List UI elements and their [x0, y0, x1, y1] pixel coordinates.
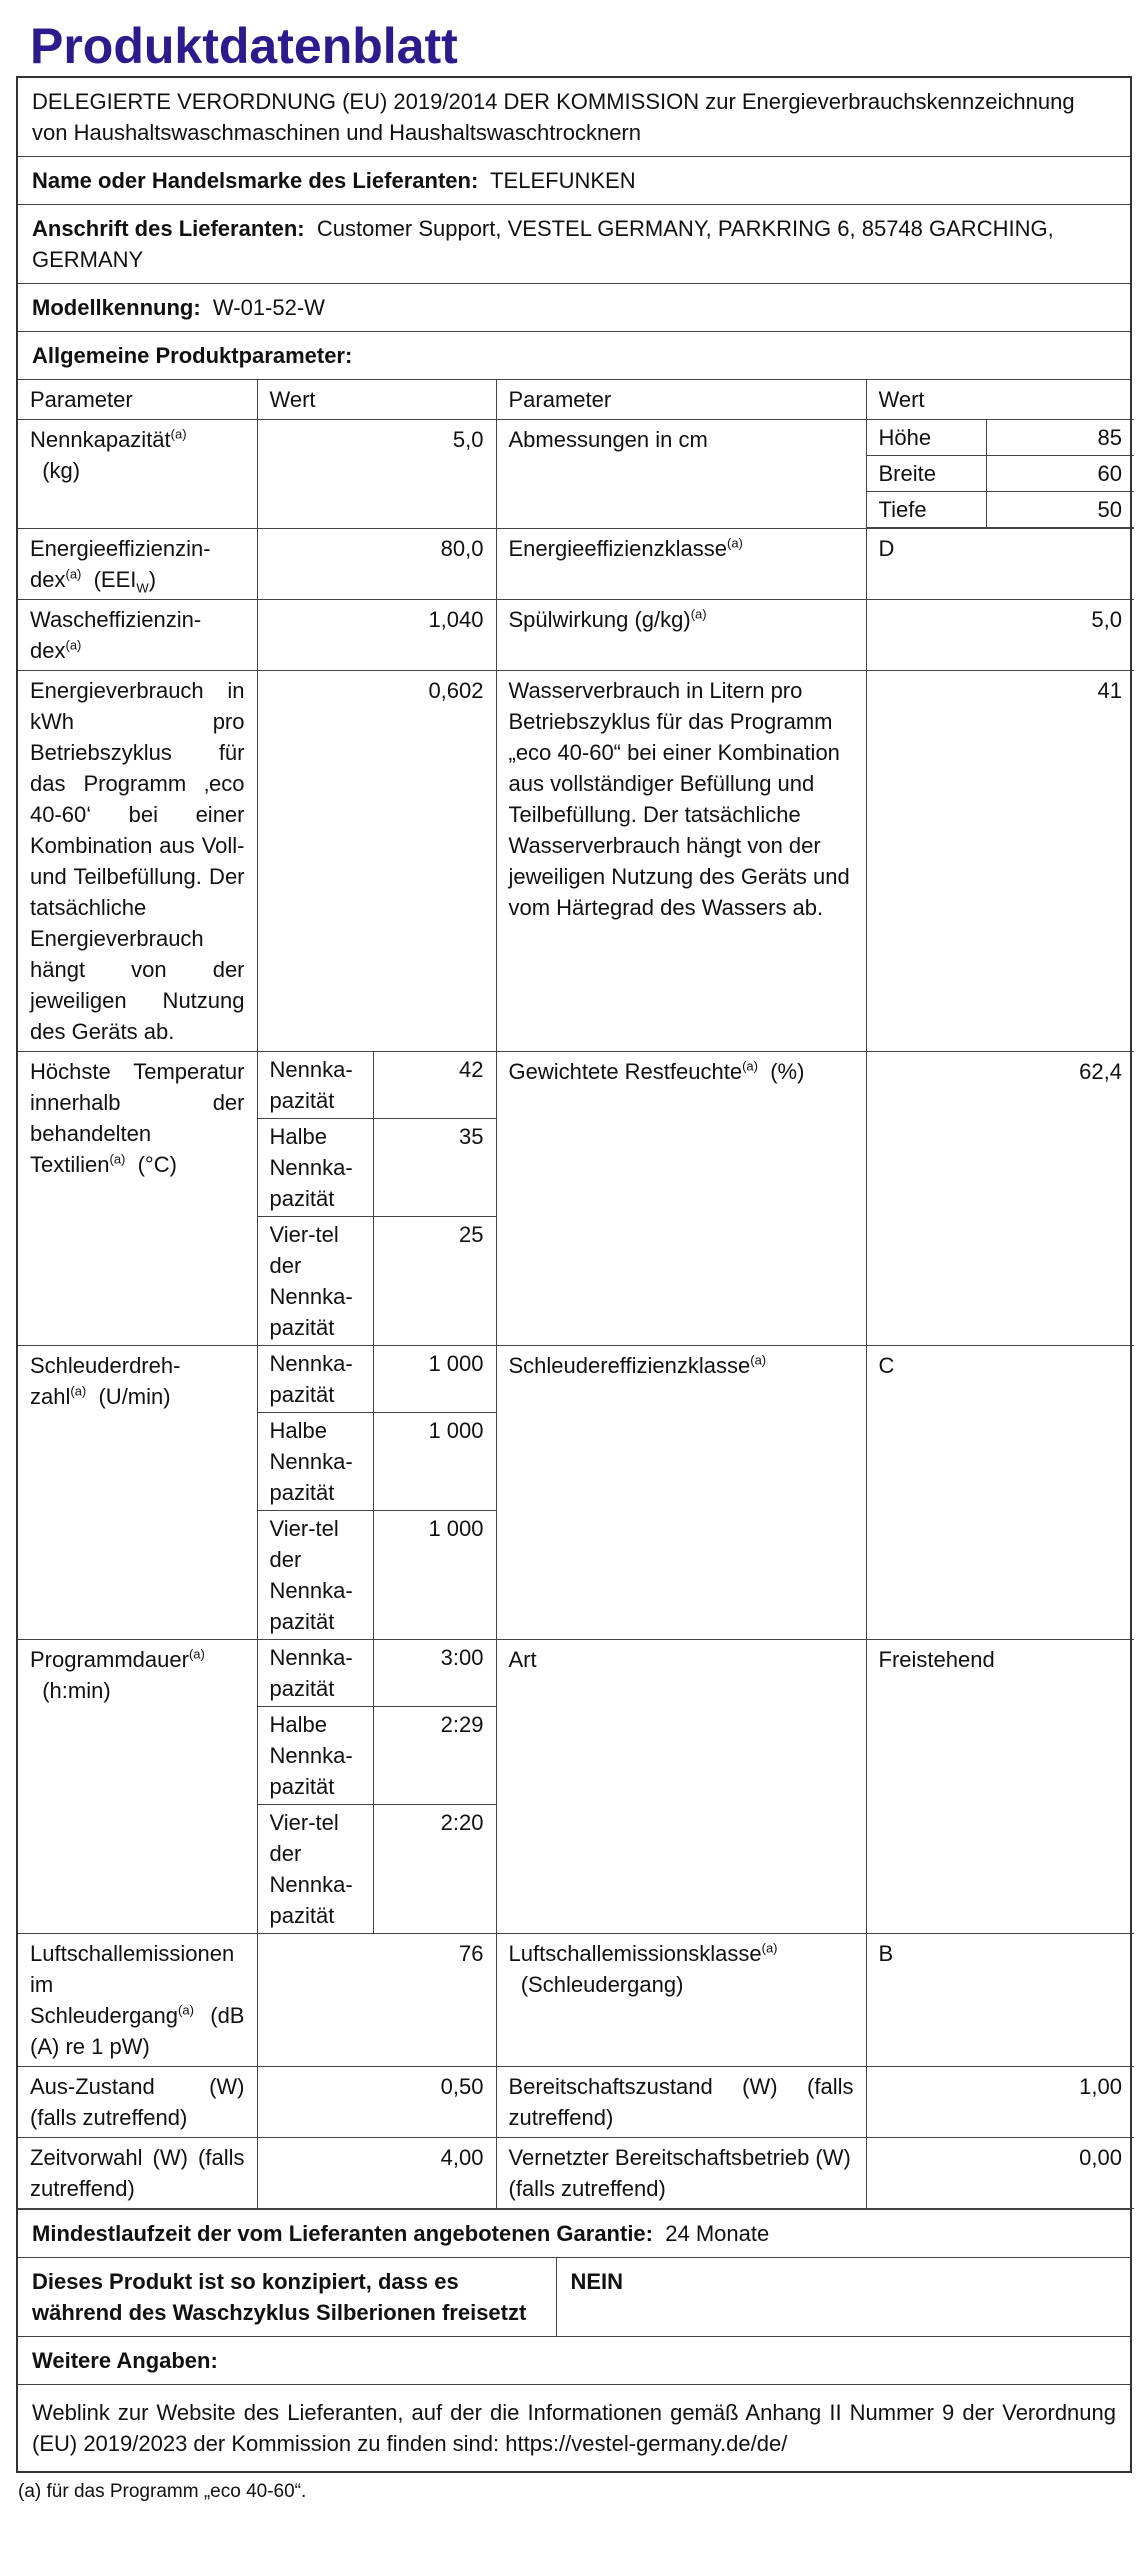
off-mode-label: Aus-Zustand (W) (falls zutreffend): [18, 2067, 257, 2138]
silver-row: [18, 2257, 1130, 2336]
header-parameter-1: Parameter: [18, 380, 257, 420]
type-label: Art: [496, 1640, 866, 1934]
max-temp-label: Höchste Temperatur innerhalb der behandelten Textilien$^{(a)}$ (°C): [18, 1052, 257, 1346]
noise-class-label: Luftschallemissionsklasse$^{(a)}$ (Schleudergang): [496, 1934, 866, 2067]
water-consumption-label: Wasserverbrauch in Litern pro Betriebszyklus für das Programm „eco 40-60“ bei einer Kombination aus vollständiger Befüllung und Teilbefüllung. Der tatsächliche Wasserverbrauch hängt von der jeweiligen Nutzung des Geräts und vom Härtegrad des Wassers ab.: [496, 671, 866, 1052]
table-row: [18, 420, 1134, 529]
table-header-row: [18, 380, 1134, 420]
eei-value: 80,0: [257, 529, 496, 600]
parameters-table: [18, 380, 1134, 2209]
header-value-1: Wert: [257, 380, 496, 420]
address-label: Anschrift des Lieferanten:: [32, 216, 305, 241]
program-duration-label: Programmdauer$^{(a)}$ (h:min): [18, 1640, 257, 1934]
regulation-text: DELEGIERTE VERORDNUNG (EU) 2019/2014 DER KOMMISSION zur Energieverbrauchskennzeichnung von Haushaltswaschmaschinen und Haushaltswaschtrocknern: [32, 89, 1075, 145]
silver-label: Dieses Produkt ist so konzipiert, dass es während des Waschzyklus Silberionen freisetzt: [18, 2258, 556, 2336]
table-row: [18, 671, 1134, 1052]
residual-moisture-value: 62,4: [866, 1052, 1134, 1346]
table-row: [18, 1640, 1134, 1934]
spin-speed-half: 1 000: [374, 1413, 496, 1511]
energy-class-label: Energieeffizienzklasse$^{(a)}$: [496, 529, 866, 600]
spin-speed-label: Schleuderdreh-zahl$^{(a)}$ (U/min): [18, 1346, 257, 1640]
energy-consumption-value: 0,602: [257, 671, 496, 1052]
table-row: [18, 600, 1134, 671]
rinse-label: Spülwirkung $(g/kg)^{(a)}$: [496, 600, 866, 671]
model-value: W-01-52-W: [212, 295, 325, 320]
wash-index-value: 1,040: [257, 600, 496, 671]
supplier-value: TELEFUNKEN: [490, 168, 636, 193]
spin-speed-quarter: 1 000: [374, 1511, 496, 1640]
weblink-text: Weblink zur Website des Lieferanten, auf der die Informationen gemäß Anhang II Nummer 9 der Verordnung (EU) 2019/2023 der Kommission zu finden sind: https://vestel-germany.de/de/: [18, 2384, 1130, 2471]
product-data-sheet: [16, 16, 1132, 2503]
delay-start-value: 4,00: [257, 2138, 496, 2209]
dimensions-values: [866, 420, 1134, 529]
warranty-row: [18, 2209, 1130, 2257]
rinse-value: 5,0: [866, 600, 1134, 671]
max-temp-values: Nennka-pazität 42 Halbe Nennka-pazität 35 Vier-tel der Nennka-pazität 25: [257, 1052, 496, 1346]
general-parameters-heading: Allgemeine Produktparameter:: [18, 331, 1130, 379]
model-label: Modellkennung:: [32, 295, 201, 320]
type-value: Freistehend: [866, 1640, 1134, 1934]
noise-class-value: B: [866, 1934, 1134, 2067]
table-row: [18, 2067, 1134, 2138]
supplier-row: [18, 156, 1130, 204]
standby-value: 1,00: [866, 2067, 1134, 2138]
table-row: [18, 1052, 1134, 1346]
water-consumption-value: 41: [866, 671, 1134, 1052]
max-temp-full: 42: [374, 1052, 496, 1119]
model-row: [18, 283, 1130, 331]
eei-label: Energieeffizienzin-dex$^{(a)}$ $(EEI_W)$: [18, 529, 257, 600]
width-value: 60: [987, 456, 1135, 492]
table-row: [18, 1934, 1134, 2067]
wash-index-label: Wascheffizienzin-dex$^{(a)}$: [18, 600, 257, 671]
networked-standby-label: Vernetzter Bereitschaftsbetrieb (W) (falls zutreffend): [496, 2138, 866, 2209]
table-row: [18, 529, 1134, 600]
energy-class-value: D: [866, 529, 1134, 600]
noise-label: Luftschallemissionen im Schleudergang$^{(a)}$ (dB (A) re 1 pW): [18, 1934, 257, 2067]
depth-value: 50: [987, 492, 1135, 528]
table-row: [18, 2138, 1134, 2209]
program-duration-quarter: 2:20: [374, 1805, 496, 1934]
energy-consumption-label: Energieverbrauch in kWh pro Betriebszyklus für das Programm ‚eco 40-60‘ bei einer Kombination aus Voll- und Teilbefüllung. Der tatsächliche Energieverbrauch hängt von der jeweiligen Nutzung des Geräts ab.: [18, 671, 257, 1052]
max-temp-half: 35: [374, 1119, 496, 1217]
header-value-2: Wert: [866, 380, 1134, 420]
depth-label: Tiefe: [867, 492, 987, 528]
delay-start-label: Zeitvorwahl (W) (falls zutreffend): [18, 2138, 257, 2209]
rated-capacity-value: 5,0: [257, 420, 496, 529]
program-duration-half: 2:29: [374, 1707, 496, 1805]
program-duration-full: 3:00: [374, 1640, 496, 1707]
program-duration-values: Nennka-pazität 3:00 Halbe Nennka-pazität 2:29 Vier-tel der Nennka-pazität 2:20: [257, 1640, 496, 1934]
page-title: Produktdatenblatt: [30, 18, 458, 74]
warranty-value: 24 Monate: [665, 2221, 770, 2246]
further-info-heading: Weitere Angaben:: [18, 2336, 1130, 2384]
height-label: Höhe: [867, 420, 987, 456]
spin-speed-full: 1 000: [374, 1346, 496, 1413]
header-parameter-2: Parameter: [496, 380, 866, 420]
warranty-label: Mindestlaufzeit der vom Lieferanten angebotenen Garantie:: [32, 2221, 653, 2246]
height-value: 85: [987, 420, 1135, 456]
address-row: [18, 204, 1130, 283]
spin-class-value: C: [866, 1346, 1134, 1640]
footnote: (a) für das Programm „eco 40-60“.: [18, 2481, 307, 2502]
width-label: Breite: [867, 456, 987, 492]
table-row: [18, 1346, 1134, 1640]
noise-value: 76: [257, 1934, 496, 2067]
rated-capacity-label: Nennkapazität$^{(a)}$ (kg): [18, 420, 257, 529]
residual-moisture-label: Gewichtete Restfeuchte$^{(a)}$ (%): [496, 1052, 866, 1346]
spin-speed-values: Nennka-pazität 1 000 Halbe Nennka-pazität 1 000 Vier-tel der Nennka-pazität 1 000: [257, 1346, 496, 1640]
dimensions-label: Abmessungen in cm: [496, 420, 866, 529]
spin-class-label: Schleudereffizienzklasse$^{(a)}$: [496, 1346, 866, 1640]
max-temp-quarter: 25: [374, 1217, 496, 1346]
off-mode-value: 0,50: [257, 2067, 496, 2138]
networked-standby-value: 0,00: [866, 2138, 1134, 2209]
address-value: Customer Support, VESTEL GERMANY, PARKRING 6, 85748 GARCHING, GERMANY: [32, 216, 1054, 272]
parameters-table-wrap: [18, 379, 1130, 2209]
standby-label: Bereitschaftszustand (W) (falls zutreffend): [496, 2067, 866, 2138]
silver-value: NEIN: [556, 2258, 1130, 2336]
supplier-label: Name oder Handelsmarke des Lieferanten:: [32, 168, 479, 193]
data-sheet-box: [16, 76, 1132, 2473]
